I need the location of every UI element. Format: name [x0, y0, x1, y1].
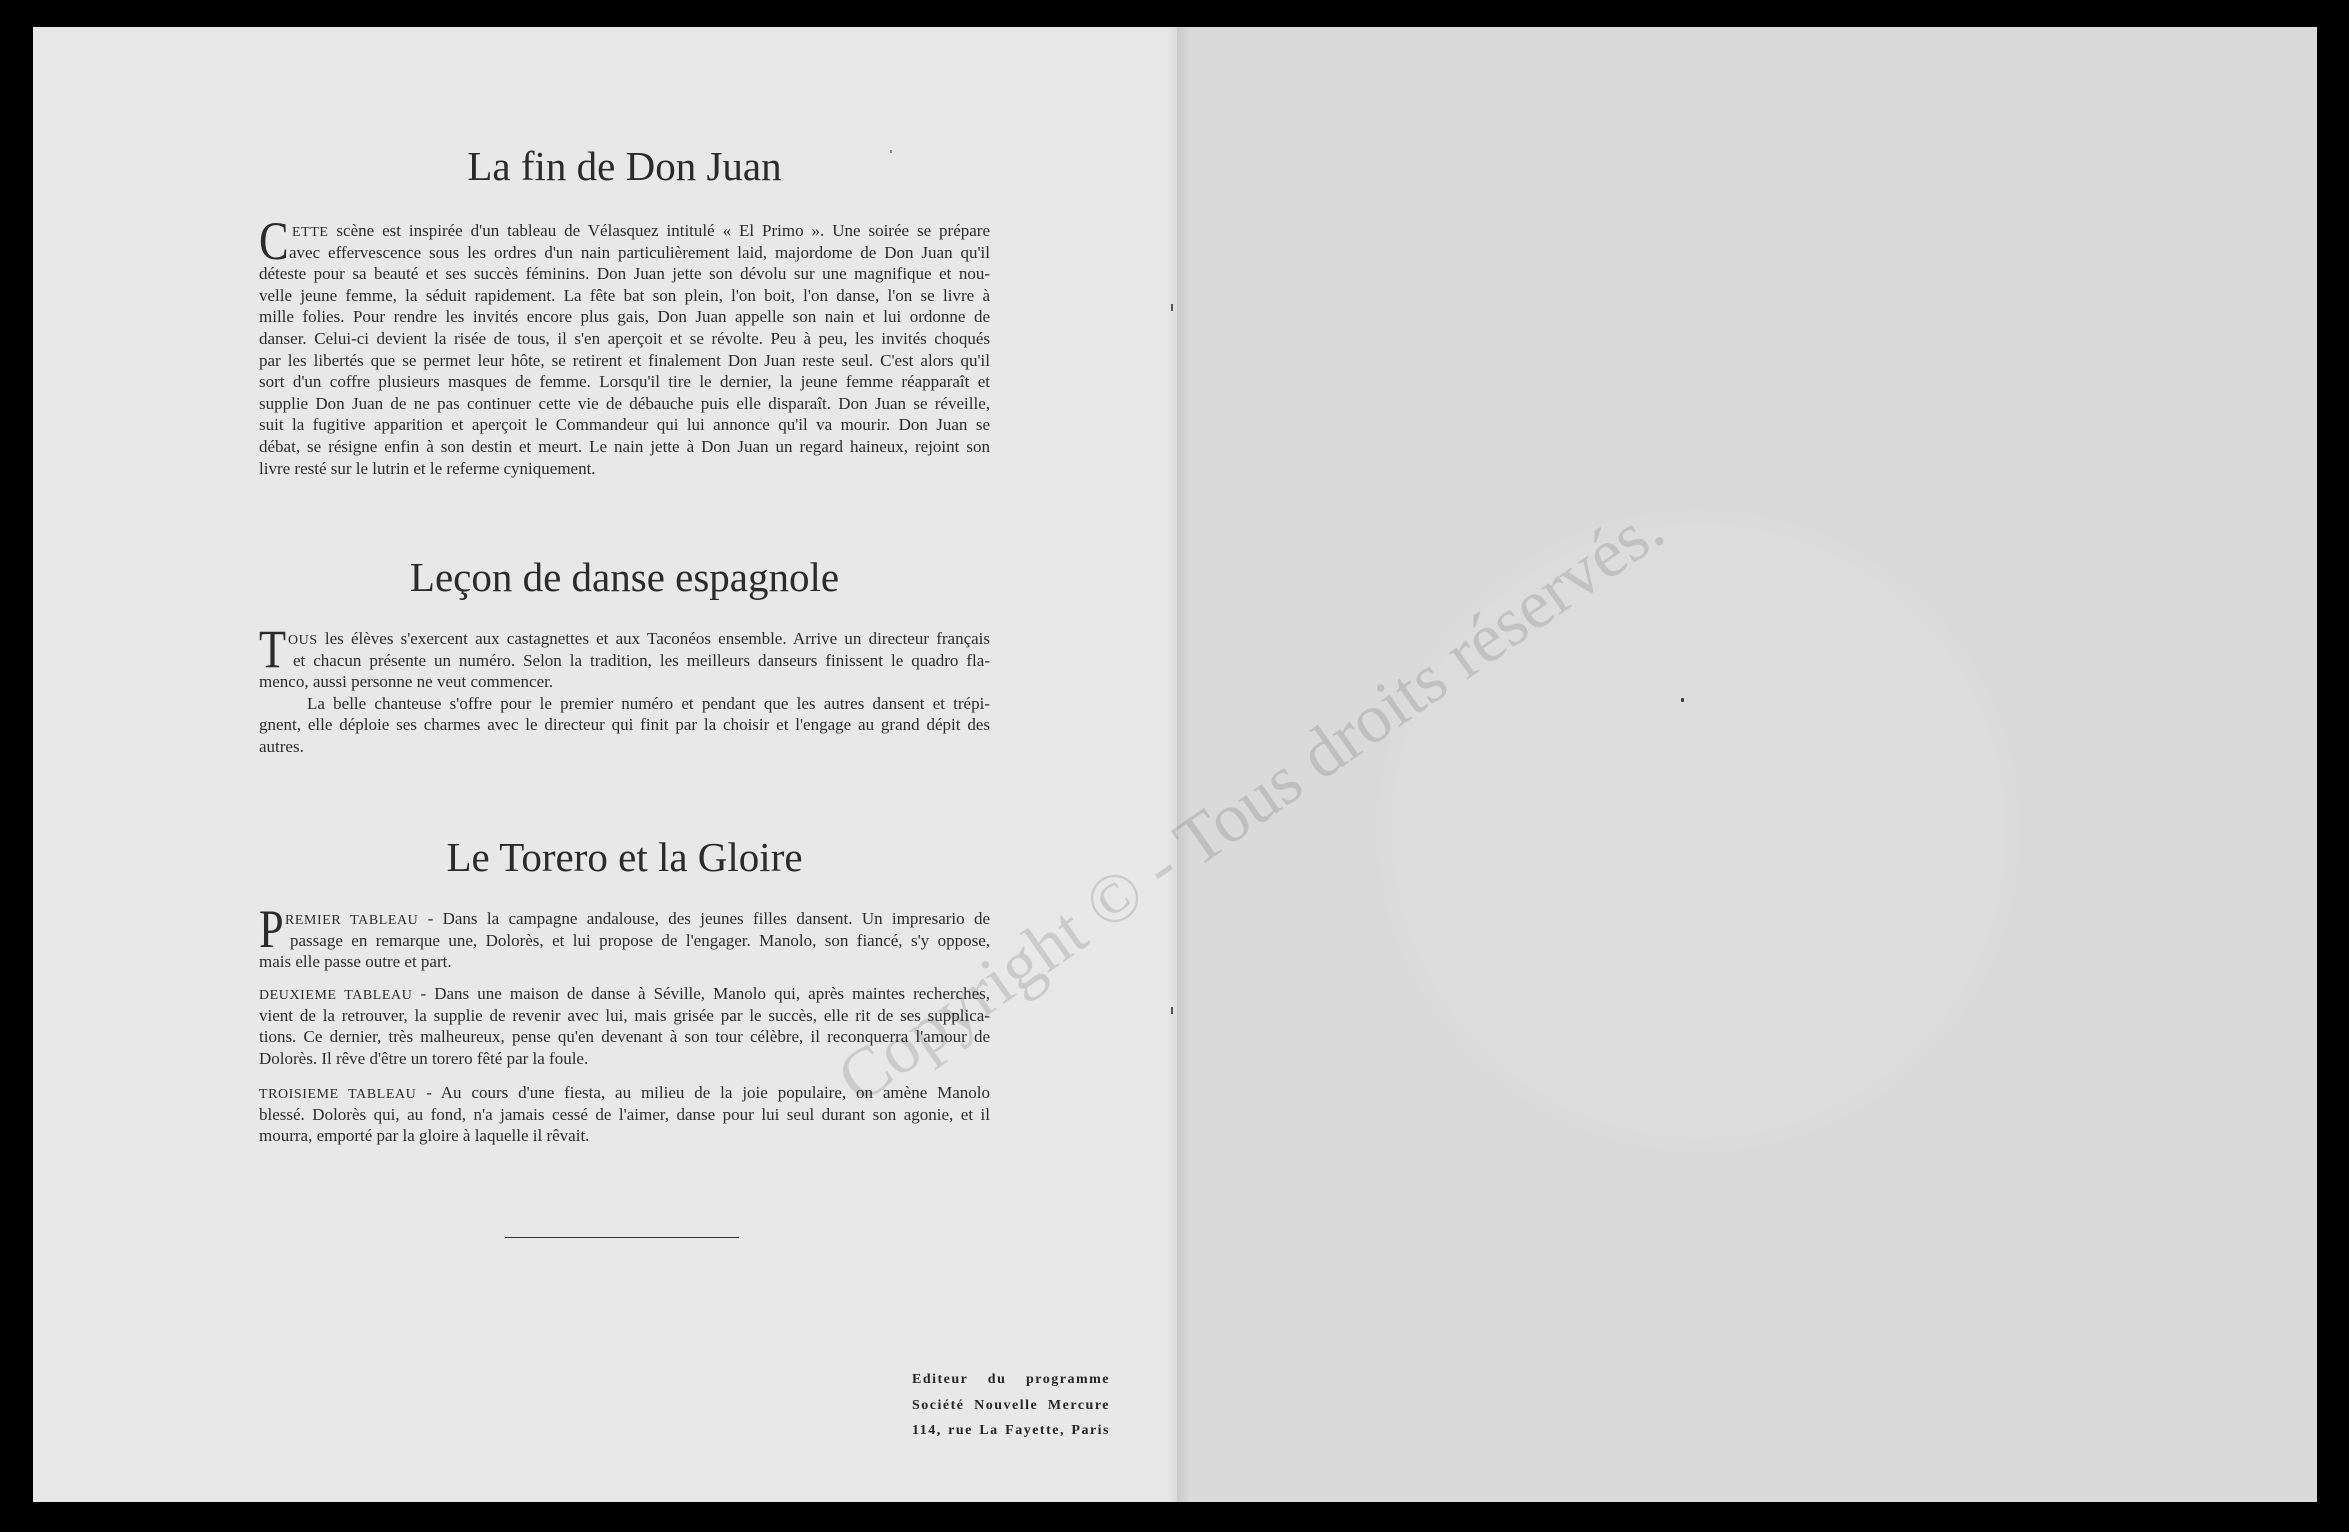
paragraph-premier-tableau	[259, 899, 990, 973]
text-line: passage en remarque une, Dolorès, et lui propose de l'engager. Manolo, son fiancé, s'y oppose,	[290, 930, 990, 950]
paragraph-don-juan	[259, 211, 991, 479]
text-line: supplie Don Juan de ne pas continuer cette vie de débauche puis elle disparaît. Don Juan se réveille,	[259, 393, 990, 413]
text-line: Dolorès. Il rêve d'être un torero fêté par la foule.	[259, 1048, 589, 1068]
text-line: par les libertés que se permet leur hôte, se retirent et finalement Don Juan reste seul. C'est alors qu'il	[259, 350, 990, 370]
text-line	[259, 220, 990, 242]
text-line: danser. Celui-ci devient la risée de tous, il s'en aperçoit et se révolte. Peu à peu, les invités choqués	[259, 328, 990, 348]
paragraph-troisieme-tableau	[259, 1082, 990, 1147]
text-line: gnent, elle déploie ses charmes avec le directeur qui finit par la choisir et l'engage au grand dépit des	[259, 715, 990, 735]
text-line: sort d'un coffre plusieurs masques de femme. Lorsqu'il tire le dernier, la jeune femme réapparaît et	[259, 372, 990, 392]
small-caps-lead: TROISIEME TABLEAU	[259, 1087, 417, 1102]
text-line: blessé. Dolorès qui, au fond, n'a jamais cessé de l'aimer, danse pour lui seul durant son agonie, et il	[259, 1104, 990, 1124]
colophon-line: 114, rue La Fayette, Paris	[912, 1423, 1110, 1438]
text-line: mourra, emporté par la gloire à laquelle il rêvait.	[259, 1126, 590, 1146]
text-line: avec effervescence sous les ordres d'un nain particulièrement laid, majordome de Don Juan qu'il	[289, 242, 990, 262]
small-caps-lead: REMIER TABLEAU	[285, 913, 419, 928]
text-line	[259, 628, 990, 650]
drop-cap: P	[259, 899, 284, 959]
text-line	[259, 908, 990, 930]
left-page	[33, 27, 1177, 1502]
colophon-line: Editeur du programme	[912, 1372, 1110, 1387]
paragraph-deuxieme-tableau	[259, 983, 990, 1069]
fold-mark	[1171, 1007, 1173, 1014]
text-line	[259, 1082, 990, 1104]
text-line: mille folies. Pour rendre les invités encore plus gais, Don Juan appelle son nain et lui ordonne de	[259, 307, 990, 327]
text-line: et chacun présente un numéro. Selon la tradition, les meilleurs danseurs finissent le quadro fla-	[293, 650, 990, 670]
right-page-blank	[1177, 27, 2317, 1502]
fold-mark	[1171, 304, 1173, 311]
publisher-colophon	[912, 1367, 1110, 1444]
small-caps-lead: DEUXIEME TABLEAU	[259, 988, 413, 1003]
faint-circle-impression	[1369, 501, 2029, 1161]
section-title-torero: Le Torero et la Gloire	[446, 834, 803, 880]
text-line: tions. Ce dernier, très malheureux, pense qu'en devenant à son tour célèbre, il reconquerra l'amour de	[259, 1027, 990, 1047]
text-line-content: les élèves s'exercent aux castagnettes et aux Taconéos ensemble. Arrive un directeur français	[324, 629, 990, 648]
colophon-line: Société Nouvelle Mercure	[912, 1397, 1110, 1413]
scan-speck	[890, 150, 892, 153]
section-title-lecon: Leçon de danse espagnole	[409, 554, 840, 600]
text-line: vient de la retrouver, la supplie de revenir avec lui, mais grisée par le succès, elle rit de ses supplica-	[259, 1005, 990, 1025]
text-line-content: - Dans la campagne andalouse, des jeunes filles dansent. Un impresario de	[427, 909, 990, 928]
drop-cap: C	[259, 211, 289, 271]
text-line: mais elle passe outre et part.	[259, 952, 452, 972]
text-line: velle jeune femme, la séduit rapidement. La fête bat son plein, l'on boit, l'on danse, l'on se livre à	[259, 285, 990, 305]
text-line-content: scène est inspirée d'un tableau de Vélasquez intitulé « El Primo ». Une soirée se prépare	[336, 221, 991, 240]
horizontal-rule	[505, 1237, 739, 1238]
scan-speck	[1681, 698, 1684, 702]
text-line-content: - Dans une maison de danse à Séville, Manolo qui, après maintes recherches,	[420, 984, 991, 1003]
text-line: La belle chanteuse s'offre pour le premier numéro et pendant que les autres dansent et trépi-	[307, 693, 990, 713]
small-caps-lead: ETTE	[292, 225, 329, 240]
text-line: livre resté sur le lutrin et le referme cyniquement.	[259, 458, 596, 478]
text-line-content: - Au cours d'une fiesta, au milieu de la joie populaire, on amène Manolo	[426, 1083, 990, 1102]
section-title-don-juan: La fin de Don Juan	[467, 143, 782, 189]
text-line: débat, se résigne enfin à son destin et meurt. Le nain jette à Don Juan un regard haineux, rejoint son	[259, 436, 990, 456]
text-line: autres.	[259, 736, 304, 756]
drop-cap: T	[259, 619, 287, 679]
paragraph-lecon	[259, 619, 990, 758]
text-line: déteste pour sa beauté et ses succès féminins. Don Juan jette son dévolu sur une magnifique et nou-	[259, 264, 990, 284]
small-caps-lead: OUS	[288, 633, 318, 648]
text-line	[259, 983, 990, 1005]
text-line: suit la fugitive apparition et aperçoit le Commandeur qui lui annonce qu'il va mourir. Don Juan se	[259, 415, 990, 435]
text-line: menco, aussi personne ne veut commencer.	[259, 672, 554, 692]
